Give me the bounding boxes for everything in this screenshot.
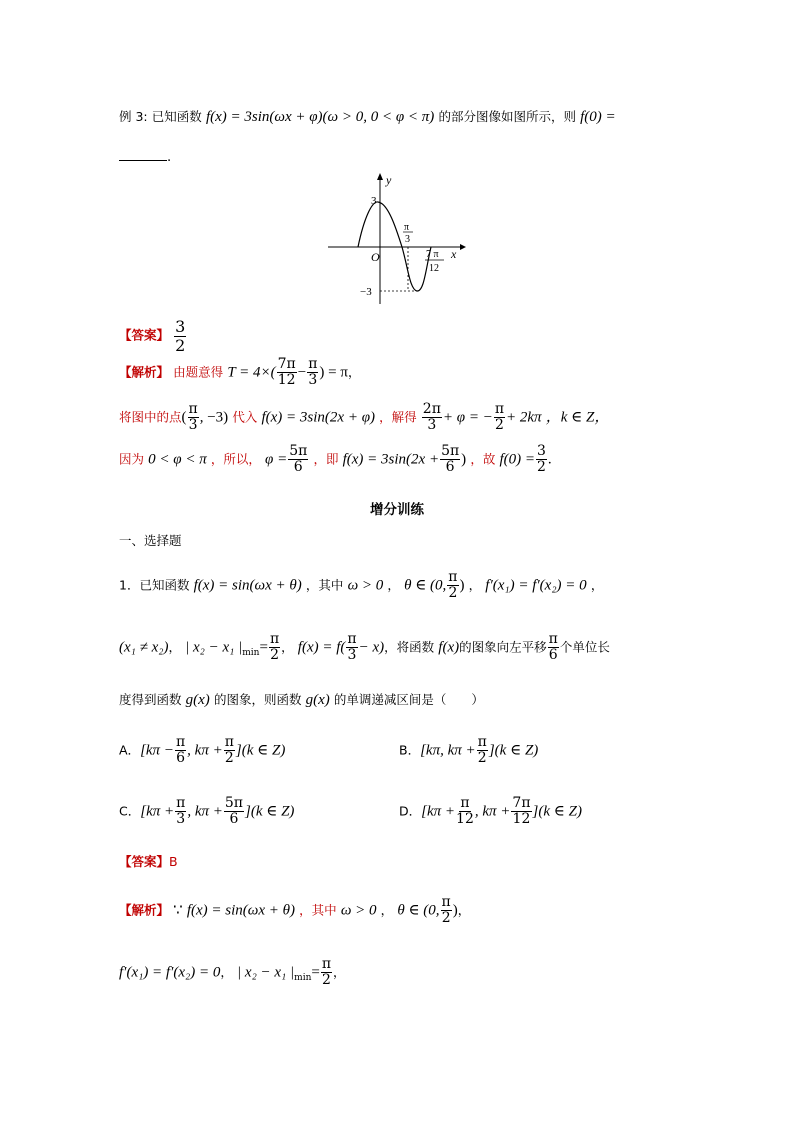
answer1-tag: 【答案】 xyxy=(119,327,170,343)
example-label: 例 3: xyxy=(119,109,148,124)
tick2-den: 12 xyxy=(429,263,439,274)
q1-line3: 度得到函数 g(x) 的图象，则函数 g(x) 的单调递减区间是（ ） xyxy=(119,692,484,708)
answer2-line: 【答案】B xyxy=(119,854,178,869)
section-subheading: 一、选择题 xyxy=(119,533,182,548)
section-heading: 增分训练 xyxy=(370,502,424,518)
answer-blank xyxy=(119,150,167,161)
q1-line2: (x₁ ≠ x₂)， | x₂ − x₁ $|_{min}=$ $\frac{\pi}{2}$ ， f(x) = f( $\frac{\pi}{3}$ − x)，将函数 f(x)的图象向左平移 $\frac{\pi}{6}$ 个单位长 xyxy=(119,631,610,664)
x-label: x xyxy=(451,247,457,261)
answer-blank-line: . xyxy=(119,150,171,164)
tick2-num: 7 π xyxy=(426,249,439,260)
origin-label: O xyxy=(371,250,380,264)
analysis2-line1: 【解析】 ∵ f(x) = sin(ωx + θ) ，其中 ω > 0 ， θ ∈ (0, $\frac{\pi}{2}$ )， xyxy=(119,894,471,927)
y-axis-arrow xyxy=(377,173,383,180)
option-d[interactable]: D．[kπ + $\frac{\pi}{12}$ , kπ + $\frac{7\pi}{12}$ ](k ∈ Z) xyxy=(399,795,582,828)
analysis2-line2: f′(x₁) = f′(x₂) = 0， | x₂ − x₁ $|_{min}=$ $\frac{\pi}{2}$ ， xyxy=(119,956,346,989)
sine-curve xyxy=(358,202,431,291)
option-b[interactable]: B．[kπ, kπ + $\frac{\pi}{2}$ ](k ∈ Z) xyxy=(399,734,539,767)
tick1-den: 3 xyxy=(405,234,410,245)
q1-line1: 1．已知函数 f(x) = sin(ωx + θ) ，其中 ω > 0 ， θ ∈ (0, $\frac{\pi}{2}$ ) ， f′(x₁) = f′(x₂) = 0 ， xyxy=(119,569,604,602)
min-label: −3 xyxy=(360,286,372,298)
option-a[interactable]: A．[kπ − $\frac{\pi}{6}$ , kπ + $\frac{\pi}{2}$ ](k ∈ Z) xyxy=(119,734,286,767)
x-axis-arrow xyxy=(460,244,466,250)
sine-graph xyxy=(320,168,470,310)
example-ask: f(0) = xyxy=(580,109,616,125)
analysis1-line2: 将图中的点( $\frac{\pi}{3}$ , −3) 代入 f(x) = 3sin(2x + φ) ，解得 $\frac{2\pi}{3}$ + φ = − $\frac{\pi}{2}$ + 2kπ ，k ∈ Z， xyxy=(119,401,610,434)
example-tail: 的部分图像如图所示，则 xyxy=(438,109,576,124)
y-label: y xyxy=(386,173,392,187)
answer2-value: B xyxy=(169,854,178,869)
analysis1-line3: 因为 0 < φ < π ，所以， φ = $\frac{5\pi}{6}$ ，即 f(x) = 3sin(2x + $\frac{5\pi}{6}$ ) ，故 f(0) = $\frac{3}{2}$ . xyxy=(119,443,552,476)
example-function: f(x) = 3sin(ωx + φ)(ω > 0, 0 < φ < π) xyxy=(205,109,435,125)
example-statement xyxy=(119,110,616,125)
option-c[interactable]: C．[kπ + $\frac{\pi}{3}$ , kπ + $\frac{5\pi}{6}$ ](k ∈ Z) xyxy=(119,795,295,828)
analysis1-line1: 【解析】 由题意得 T = 4×( $\frac{7\pi}{12}$ − $\frac{\pi}{3}$ ) = π， xyxy=(119,356,361,389)
example-intro: 已知函数 xyxy=(151,109,202,124)
answer1-line xyxy=(119,318,187,354)
max-label: 3 xyxy=(371,195,377,207)
answer1-fraction: $\frac{3}{2}$ xyxy=(175,317,186,355)
tick1-num: π xyxy=(404,222,410,233)
analysis1-tag: 【解析】 xyxy=(119,364,170,380)
